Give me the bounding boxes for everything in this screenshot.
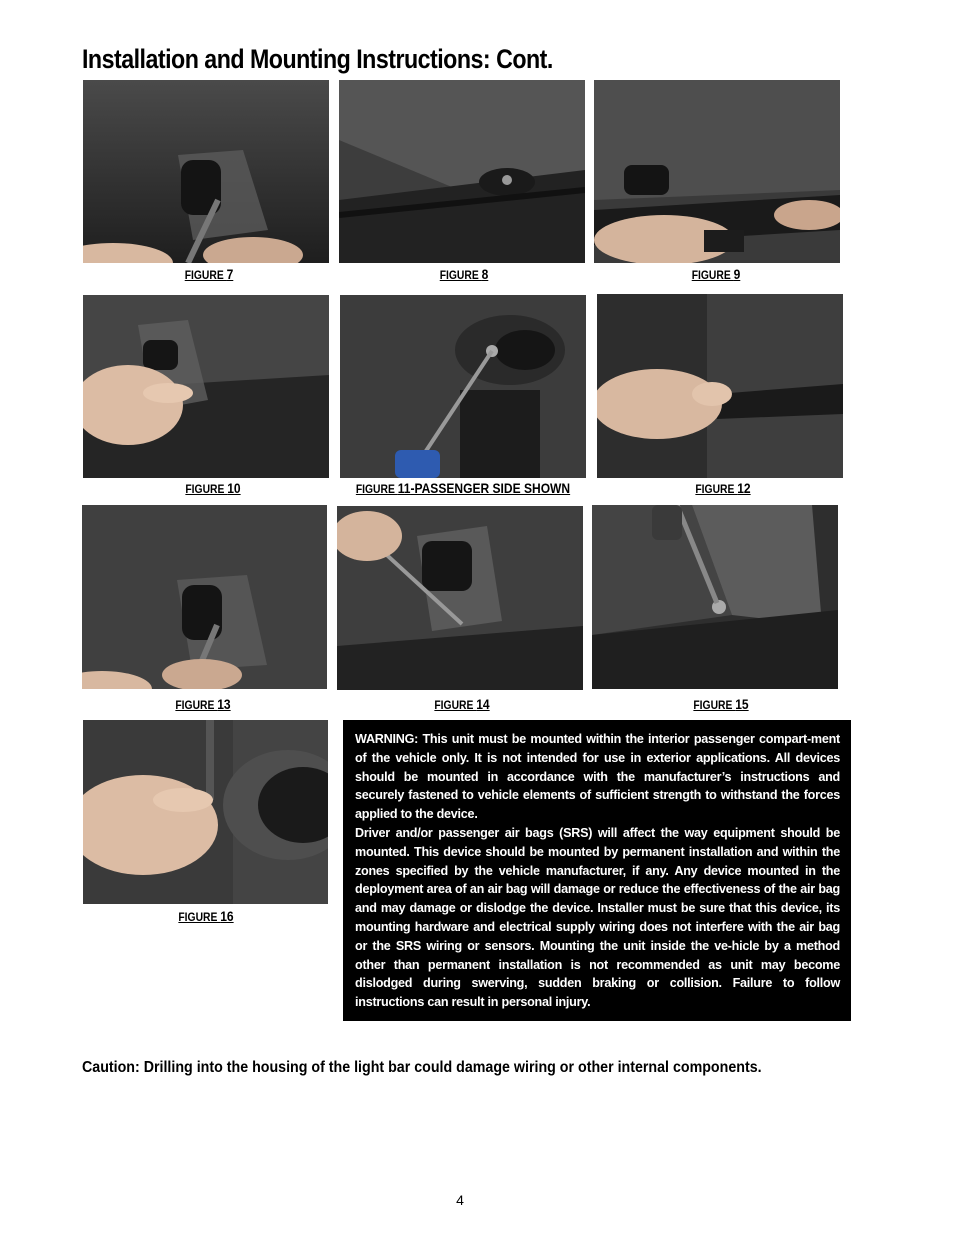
figure-14-photo — [337, 506, 583, 690]
warning-paragraph-1: WARNING: This unit must be mounted within the interior passenger compart-ment of the vehicle only. It is not intended for use in exterior applications. All devices should be mounted in accordance with the manufacturer’s instructions and securely fastened to vehicle elements of sufficient strength to withstand the forces applied to the device. — [355, 732, 840, 822]
figure-9-caption: FIGURE 9 — [691, 266, 741, 282]
figure-10-photo — [83, 295, 329, 478]
figure-14-caption: FIGURE 14 — [434, 696, 490, 712]
figure-16-caption: FIGURE 16 — [178, 908, 234, 924]
caution-note: Caution: Drilling into the housing of the light bar could damage wiring or other internal components. — [82, 1059, 762, 1076]
figure-9-photo — [594, 80, 840, 263]
warning-paragraph-2: Driver and/or passenger air bags (SRS) will affect the way equipment should be mounted. This device should be mounted by permanent installation and within the zones specified by the vehicle manufacturer, if any. Any device mounted in the deployment area of an air bag will damage or reduce the effectiveness of the air bag and may damage or dislodge the device. Installer must be sure that this device, its mounting hardware and electrical supply wiring does not interfere with the air bag or the SRS wiring or sensors. Mounting the unit inside the ve-hicle by a method other than permanent installation is not recommended as unit may become dislodged during swerving, sudden braking or collision. Failure to follow instructions can result in personal injury. — [355, 825, 840, 1010]
figure-8-caption: FIGURE 8 — [439, 266, 489, 282]
figure-11-caption: FIGURE 11-PASSENGER SIDE SHOWN — [355, 480, 571, 496]
figure-12-photo — [597, 294, 843, 478]
page-title: Installation and Mounting Instructions: Cont. — [82, 44, 553, 74]
figure-8-photo — [339, 80, 585, 263]
page-number: 4 — [456, 1192, 464, 1208]
warning-box — [343, 720, 851, 1021]
figure-12-caption: FIGURE 12 — [695, 480, 751, 496]
figure-11-photo — [340, 295, 586, 478]
figure-13-caption: FIGURE 13 — [175, 696, 231, 712]
figure-16-photo — [83, 720, 328, 904]
figure-15-photo — [592, 505, 838, 689]
figure-7-caption: FIGURE 7 — [184, 266, 234, 282]
figure-15-caption: FIGURE 15 — [693, 696, 749, 712]
figure-7-photo — [83, 80, 329, 263]
figure-10-caption: FIGURE 10 — [185, 480, 241, 496]
figure-13-photo — [82, 505, 327, 689]
